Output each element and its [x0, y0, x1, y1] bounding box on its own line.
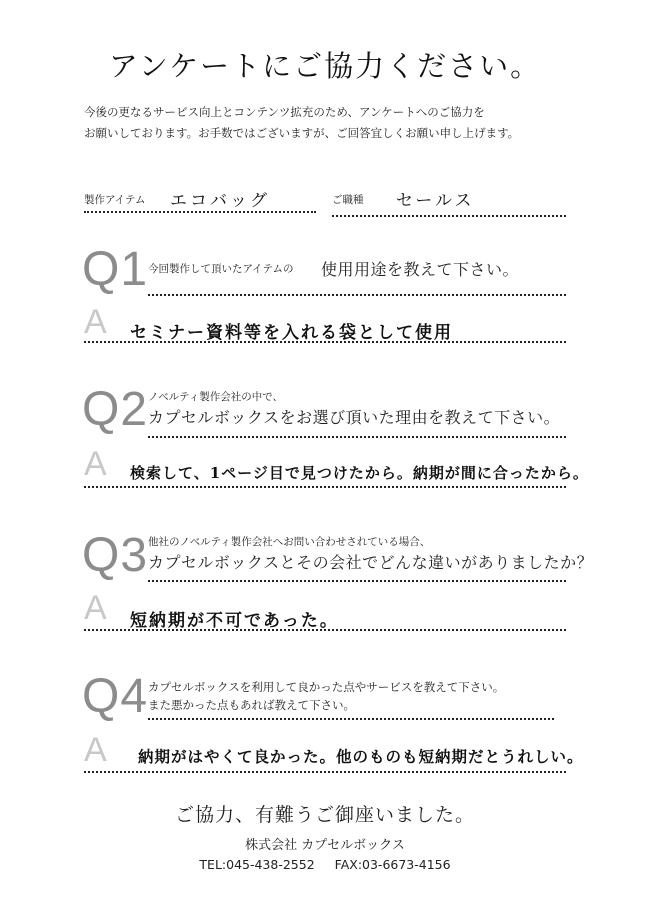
q2-underline	[148, 436, 566, 438]
tel-number: TEL:045-438-2552	[199, 857, 315, 872]
q1-answer: セミナー資料等を入れる袋として使用	[130, 323, 453, 343]
contact-info	[0, 857, 650, 872]
page-title: アンケートにご協力ください。	[108, 49, 542, 83]
company-name: 株式会社 カプセルボックス	[245, 838, 405, 853]
q3-text-small: 他社のノベルティ製作会社へお問い合わせされている場合、	[148, 536, 431, 548]
q1-underline	[148, 294, 566, 296]
q3-text-main: カプセルボックスとその会社でどんな違いがありましたか？	[148, 553, 594, 572]
q1-text-small: 今回製作して頂いたアイテムの	[148, 263, 294, 275]
q4-mark: Q4	[82, 670, 149, 723]
q3-answer-mark: A	[84, 589, 107, 627]
q4-answer-underline	[84, 771, 566, 773]
product-value: エコバッグ	[170, 191, 270, 211]
occupation-underline	[332, 215, 566, 217]
intro-line-1: 今後の更なるサービス向上とコンテンツ拡充のため、アンケートへのご協力を	[84, 105, 485, 119]
q2-answer: 検索して、1ページ目で見つけたから。納期が間に合ったから。	[130, 464, 589, 482]
q2-text-small: ノベルティ製作会社の中で、	[148, 391, 284, 403]
fax-number: FAX:03-6673-4156	[334, 857, 451, 872]
q3-answer-underline	[84, 629, 566, 631]
q3-mark: Q3	[82, 529, 149, 582]
product-label: 製作アイテム	[84, 194, 146, 206]
q4-underline	[148, 718, 554, 720]
occupation-label: ご職種	[332, 194, 364, 206]
q1-answer-mark: A	[84, 303, 107, 341]
q4-text-line-1: カプセルボックスを利用して良かった点やサービスを教えて下さい。	[148, 680, 505, 694]
intro-text	[84, 102, 584, 144]
thanks-message: ご協力、有難うご御座いました。	[174, 804, 475, 826]
q2-answer-underline	[84, 486, 566, 488]
q4-answer-mark: A	[84, 731, 107, 769]
q4-answer: 納期がはやくて良かった。他のものも短納期だとうれしい。	[138, 747, 584, 766]
q3-underline	[148, 580, 566, 582]
occupation-value: セールス	[396, 191, 475, 211]
q1-text-main: 使用用途を教えて下さい。	[321, 260, 520, 279]
q2-answer-mark: A	[84, 445, 107, 483]
q1-mark: Q1	[82, 243, 149, 296]
q3-answer: 短納期が不可であった。	[130, 611, 339, 631]
q4-text-line-2: また悪かった点もあれば教えて下さい。	[148, 698, 355, 712]
product-underline	[84, 211, 316, 213]
intro-line-2: お願いしております。お手数ではございますが、ご回答宜しくお願い申し上げます。	[84, 126, 520, 140]
q2-mark: Q2	[82, 383, 149, 436]
q1-answer-underline	[84, 341, 566, 343]
q2-text-main: カプセルボックスをお選び頂いた理由を教えて下さい。	[148, 408, 561, 427]
